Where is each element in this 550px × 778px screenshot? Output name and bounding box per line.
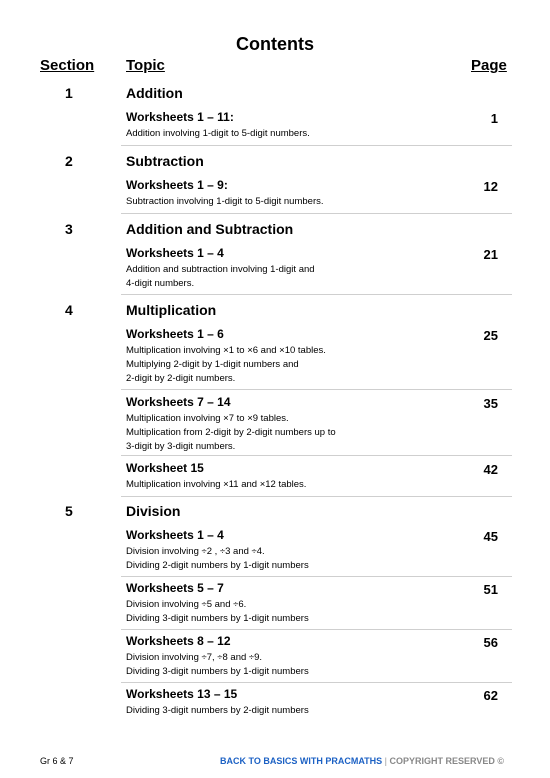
toc-section [0, 302, 550, 324]
section-number: 5 [65, 503, 73, 519]
entry-description-line: Multiplying 2-digit by 1-digit numbers and [126, 359, 299, 370]
section-title: Addition and Subtraction [126, 221, 294, 237]
divider [121, 682, 512, 683]
entry-description [126, 263, 426, 291]
footer-grade-label: Gr 6 & 7 [40, 756, 74, 766]
entry-description-line: Multiplication involving ×1 to ×6 and ×10 tables. [126, 345, 326, 356]
entry-title: Worksheets 1 – 4 [126, 528, 224, 542]
entry-page-number: 25 [483, 328, 498, 343]
entry-description-line: 2-digit by 2-digit numbers. [126, 373, 236, 384]
entry-description-line: 3-digit by 3-digit numbers. [126, 441, 236, 452]
entry-description-line: Dividing 3-digit numbers by 1-digit numbers [126, 613, 309, 624]
entry-title: Worksheets 1 – 9: [126, 178, 228, 192]
entry-description [126, 704, 426, 718]
divider [121, 576, 512, 577]
entry-description [126, 195, 426, 209]
entry-title: Worksheets 7 – 14 [126, 395, 231, 409]
entry-description [126, 127, 426, 141]
entry-title: Worksheets 5 – 7 [126, 581, 224, 595]
entry-title: Worksheets 1 – 6 [126, 327, 224, 341]
entry-description-line: Multiplication from 2-digit by 2-digit numbers up to [126, 427, 336, 438]
toc-section [0, 85, 550, 107]
entry-title: Worksheets 1 – 11: [126, 110, 234, 124]
entry-description-line: Division involving ÷2 , ÷3 and ÷4. [126, 546, 265, 557]
entry-page-number: 21 [483, 247, 498, 262]
entry-description-line: Multiplication involving ×7 to ×9 tables. [126, 413, 289, 424]
footer-copyright: COPYRIGHT RESERVED © [389, 756, 504, 766]
entry-title: Worksheets 13 – 15 [126, 687, 238, 701]
divider [121, 389, 512, 390]
entry-page-number: 56 [483, 635, 498, 650]
entry-page-number: 51 [483, 582, 498, 597]
toc-section [0, 153, 550, 175]
entry-description-line: Addition and subtraction involving 1-digit and [126, 264, 315, 275]
entry-description [126, 478, 426, 492]
section-column-header: Section [40, 57, 95, 74]
entry-description-line: Dividing 2-digit numbers by 1-digit numbers [126, 560, 309, 571]
entry-description-line: Subtraction involving 1-digit to 5-digit numbers. [126, 196, 324, 207]
divider [121, 496, 512, 497]
toc-section [0, 221, 550, 243]
section-number: 4 [65, 302, 73, 318]
entry-description-line: Division involving ÷5 and ÷6. [126, 599, 247, 610]
divider [121, 455, 512, 456]
entry-description [126, 545, 426, 573]
entry-page-number: 35 [483, 396, 498, 411]
entry-description [126, 412, 426, 454]
section-title: Multiplication [126, 302, 217, 318]
entry-description-line: 4-digit numbers. [126, 278, 195, 289]
entry-description [126, 598, 426, 626]
entry-page-number: 45 [483, 529, 498, 544]
divider [121, 213, 512, 214]
divider [121, 145, 512, 146]
entry-description-line: Addition involving 1-digit to 5-digit numbers. [126, 128, 310, 139]
footer-separator: | [382, 756, 390, 766]
entry-description-line: Multiplication involving ×11 and ×12 tables. [126, 479, 307, 490]
entry-page-number: 42 [483, 462, 498, 477]
section-number: 2 [65, 153, 73, 169]
entry-description [126, 651, 426, 679]
page-title: Contents [236, 34, 314, 54]
entry-description-line: Dividing 3-digit numbers by 1-digit numbers [126, 666, 309, 677]
section-number: 1 [65, 85, 73, 101]
entry-page-number: 1 [490, 111, 498, 126]
entry-title: Worksheets 1 – 4 [126, 246, 224, 260]
footer-brand-name: BACK TO BASICS WITH PRACMATHS [219, 756, 383, 766]
entry-description-line: Division involving ÷7, ÷8 and ÷9. [126, 652, 263, 663]
section-title: Subtraction [126, 153, 204, 169]
entry-title: Worksheet 15 [126, 461, 204, 475]
divider [121, 294, 512, 295]
entry-description-line: Dividing 3-digit numbers by 2-digit numbers [126, 705, 309, 716]
divider [121, 629, 512, 630]
section-title: Division [126, 503, 181, 519]
section-title: Addition [126, 85, 183, 101]
entry-page-number: 12 [483, 179, 498, 194]
entry-description [126, 344, 426, 386]
entry-title: Worksheets 8 – 12 [126, 634, 231, 648]
toc-section [0, 503, 550, 525]
section-number: 3 [65, 221, 73, 237]
page-column-header: Page [471, 57, 507, 74]
entry-page-number: 62 [483, 688, 498, 703]
footer-brand [220, 756, 504, 766]
topic-column-header: Topic [126, 57, 165, 74]
